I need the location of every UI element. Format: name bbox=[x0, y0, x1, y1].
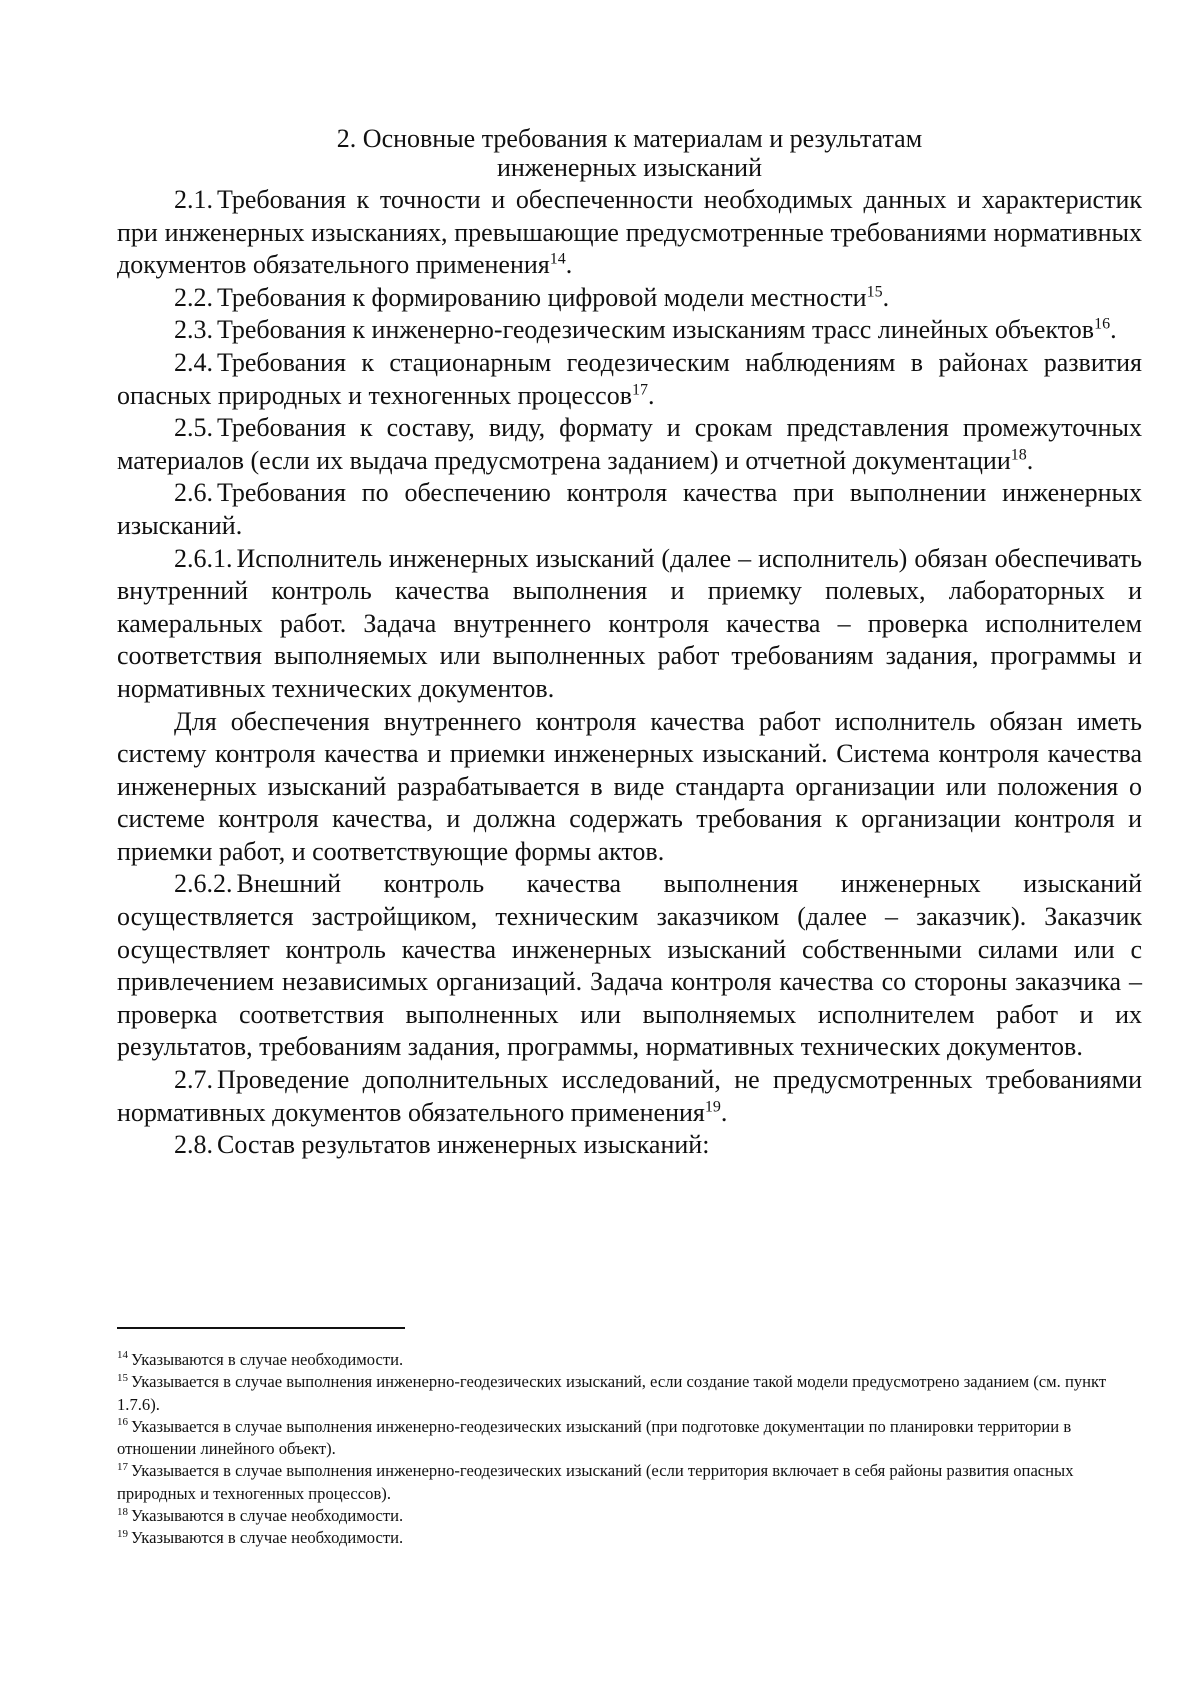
body-text bbox=[117, 184, 1142, 1162]
footnote-text: Указывается в случае выполнения инженерно-геодезических изысканий (если территория включает в себя районы развития опасных природных и техногенных процессов). bbox=[117, 1461, 1074, 1503]
paragraph-end: . bbox=[648, 380, 655, 410]
paragraph-number: 2.2. bbox=[174, 282, 213, 312]
footnote-ref: 19 bbox=[704, 1097, 721, 1115]
paragraph-2-6-2 bbox=[117, 868, 1142, 1064]
paragraph-text: Для обеспечения внутреннего контроля качества работ исполнитель обязан иметь систему контроля качества и приемки инженерных изысканий. Система контроля качества инженерных изысканий разрабатывается в виде стандарта организации или положения о системе контроля качества, и должна содержать требования к организации контроля и приемки работ, и соответствующие формы актов. bbox=[117, 706, 1142, 866]
paragraph-number: 2.7. bbox=[174, 1065, 213, 1095]
section-heading-line-2: инженерных изысканий bbox=[496, 153, 763, 182]
paragraph-text: Требования к инженерно-геодезическим изысканиям трасс линейных объектов bbox=[217, 315, 1095, 345]
paragraph-2-1 bbox=[117, 184, 1142, 282]
footnote-17 bbox=[117, 1460, 1142, 1505]
footnote-text: Указывается в случае выполнения инженерно-геодезических изысканий, если создание такой модели предусмотрено заданием (см. пункт 1.7.6). bbox=[117, 1372, 1107, 1414]
paragraph-2-4 bbox=[117, 347, 1142, 412]
paragraph-quality-system bbox=[117, 706, 1142, 869]
paragraph-2-6-1 bbox=[117, 543, 1142, 706]
paragraph-text: Внешний контроль качества выполнения инженерных изысканий осуществляется застройщиком, техническим заказчиком (далее – заказчик). Заказчик осуществляет контроль качества инженерных изысканий собственными силами или с привлечением независимых организаций. Задача контроля качества со стороны заказчика – проверка соответствия выполненных или выполняемых исполнителем работ и их результатов, требованиям задания, программы, нормативных технических документов. bbox=[117, 869, 1142, 1062]
paragraph-number: 2.4. bbox=[174, 347, 213, 377]
paragraph-2-2 bbox=[117, 282, 1142, 315]
footnote-number: 19 bbox=[117, 1527, 128, 1540]
footnote-ref: 16 bbox=[1094, 315, 1111, 333]
footnote-text: Указывается в случае выполнения инженерно-геодезических изысканий (при подготовке документации по планировки территории в отношении линейного объект). bbox=[117, 1416, 1072, 1459]
paragraph-number: 2.6.2. bbox=[174, 869, 233, 899]
footnote-text: Указываются в случае необходимости. bbox=[131, 1350, 404, 1369]
footnote-text: Указываются в случае необходимости. bbox=[131, 1528, 404, 1548]
paragraph-text: Требования к точности и обеспеченности необходимых данных и характеристик при инженерных изысканиях, превышающие предусмотренные требованиями нормативных документов обязательного применения bbox=[117, 185, 1142, 280]
footnote-ref: 15 bbox=[866, 283, 883, 301]
footnote-ref: 14 bbox=[549, 250, 566, 268]
footnote-19 bbox=[117, 1527, 1142, 1549]
paragraph-number: 2.1. bbox=[174, 185, 213, 214]
paragraph-text: Требования к стационарным геодезическим наблюдениям в районах развития опасных природных и техногенных процессов bbox=[117, 347, 1142, 410]
paragraph-number: 2.6.1. bbox=[174, 543, 233, 573]
paragraph-number: 2.6. bbox=[174, 478, 213, 508]
paragraph-2-7 bbox=[117, 1064, 1142, 1129]
footnote-number: 17 bbox=[117, 1460, 128, 1473]
paragraph-number: 2.8. bbox=[174, 1130, 213, 1160]
footnote-ref: 17 bbox=[632, 380, 648, 398]
paragraph-text: Требования по обеспечению контроля качества при выполнении инженерных изысканий. bbox=[117, 478, 1142, 540]
paragraph-text: Требования к формированию цифровой модели местности bbox=[217, 282, 867, 312]
paragraph-text: Требования к составу, виду, формату и срокам представления промежуточных материалов (если их выдача предусмотрена заданием) и отчетной документации bbox=[117, 413, 1142, 475]
paragraph-end: . bbox=[1110, 315, 1117, 345]
paragraph-number: 2.3. bbox=[174, 315, 213, 345]
footnote-15 bbox=[117, 1371, 1142, 1416]
footnote-18 bbox=[117, 1505, 1142, 1527]
footnote-number: 14 bbox=[117, 1349, 128, 1362]
paragraph-text: Исполнитель инженерных изысканий (далее – исполнитель) обязан обеспечивать внутренний контроль качества выполнения и приемку полевых, лабораторных и камеральных работ. Задача внутреннего контроля качества – проверка исполнителем соответствия выполняемых или выполненных работ требованиям задания, программы и нормативных технических документов. bbox=[117, 543, 1142, 703]
paragraph-2-8 bbox=[117, 1129, 1142, 1162]
document-page bbox=[117, 124, 1142, 1162]
footnote-ref: 18 bbox=[1010, 446, 1027, 464]
footnotes bbox=[117, 1327, 1142, 1550]
paragraph-text: Состав результатов инженерных изысканий: bbox=[217, 1130, 710, 1160]
paragraph-end: . bbox=[565, 250, 573, 280]
footnote-text: Указываются в случае необходимости. bbox=[131, 1506, 404, 1526]
footnote-14 bbox=[117, 1349, 1142, 1371]
footnote-separator bbox=[117, 1327, 405, 1329]
paragraph-number: 2.5. bbox=[174, 413, 213, 443]
paragraph-text: Проведение дополнительных исследований, не предусмотренных требованиями нормативных документов обязательного применения bbox=[117, 1065, 1142, 1127]
paragraph-2-6 bbox=[117, 477, 1142, 542]
paragraph-end: . bbox=[882, 282, 890, 312]
footnote-number: 15 bbox=[117, 1371, 128, 1384]
paragraph-2-3 bbox=[117, 314, 1142, 347]
footnote-16 bbox=[117, 1416, 1142, 1461]
footnote-number: 16 bbox=[117, 1416, 128, 1429]
section-heading bbox=[117, 124, 1142, 182]
paragraph-end: . bbox=[720, 1097, 728, 1127]
section-heading-line-1: 2. Основные требования к материалам и результатам bbox=[336, 124, 923, 153]
paragraph-2-5 bbox=[117, 412, 1142, 477]
paragraph-end: . bbox=[1026, 445, 1034, 475]
footnote-number: 18 bbox=[117, 1505, 128, 1518]
